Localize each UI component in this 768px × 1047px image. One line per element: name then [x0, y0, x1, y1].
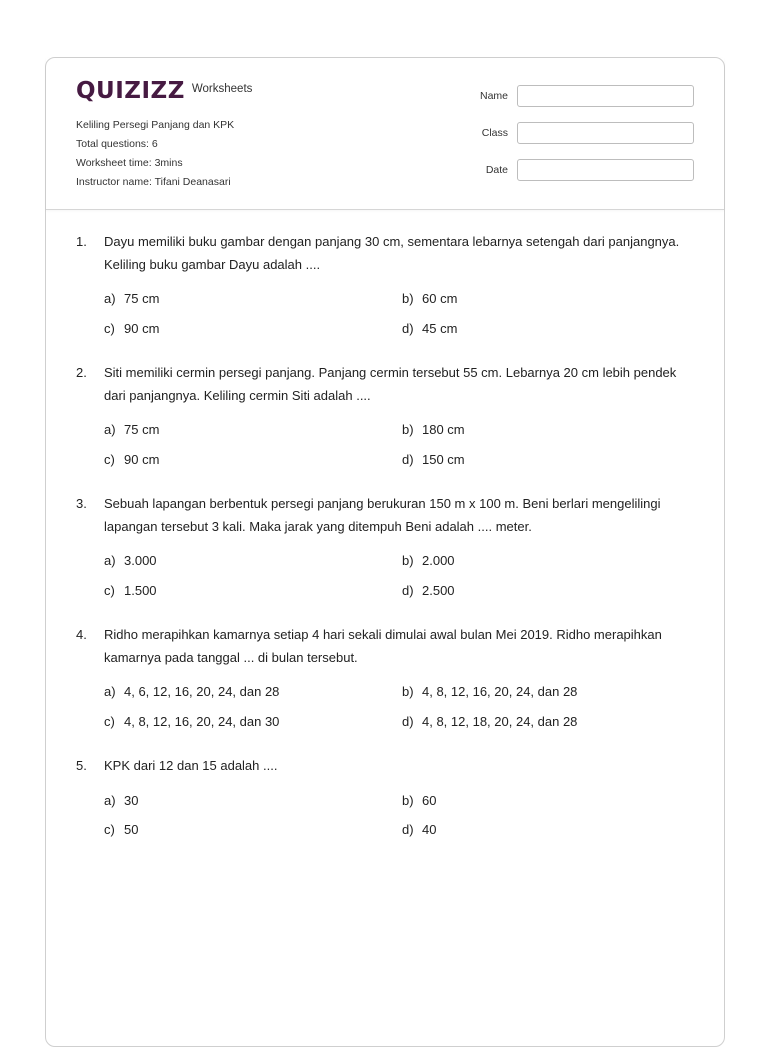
option-letter: d)	[402, 582, 414, 598]
logo-subtitle: Worksheets	[191, 83, 253, 95]
option-letter: d)	[402, 713, 414, 729]
option-letter: c)	[104, 713, 115, 729]
option-letter: b)	[402, 422, 414, 437]
option-text: 60 cm	[422, 291, 458, 306]
option-a	[104, 288, 402, 310]
option-b	[402, 419, 702, 441]
option-text: 3.000	[124, 553, 157, 568]
option-text: 90 cm	[124, 451, 160, 467]
option-letter: b)	[402, 291, 414, 306]
option-text: 30	[124, 792, 139, 808]
option-text: 50	[124, 822, 139, 837]
option-text: 90 cm	[124, 320, 160, 336]
option-letter: d)	[402, 451, 414, 467]
class-label: Class	[481, 127, 508, 139]
question-text: Siti memiliki cermin persegi panjang. Panjang cermin tersebut 55 cm. Lebarnya 20 cm lebih pendek dari panjangnya. Keliling cermin Siti adalah ....	[104, 365, 677, 403]
class-field[interactable]	[517, 122, 694, 144]
option-text: 40	[422, 822, 437, 837]
option-text: 75 cm	[124, 422, 160, 437]
option-text: 180 cm	[422, 422, 465, 437]
option-letter: c)	[104, 451, 115, 467]
option-c	[104, 819, 402, 841]
option-letter: a)	[104, 553, 116, 568]
option-letter: a)	[104, 792, 116, 808]
option-c	[104, 449, 402, 471]
option-d	[402, 580, 702, 602]
quizizz-logo	[76, 78, 252, 104]
answer-options	[104, 419, 701, 470]
option-b	[402, 288, 702, 310]
worksheet-page	[45, 57, 725, 1047]
option-letter: b)	[402, 792, 414, 808]
option-a	[104, 681, 402, 703]
option-text: 4, 8, 12, 18, 20, 24, dan 28	[422, 713, 578, 729]
option-text: 4, 8, 12, 16, 20, 24, dan 30	[124, 713, 280, 729]
date-field[interactable]	[517, 159, 694, 181]
worksheet-title: Keliling Persegi Panjang dan KPK	[76, 119, 235, 131]
option-letter: a)	[104, 684, 116, 699]
question-text: Dayu memiliki buku gambar dengan panjang 30 cm, sementara lebarnya setengah dari panjangnya. Keliling buku gambar Dayu adalah ....	[104, 234, 680, 272]
question-text: Sebuah lapangan berbentuk persegi panjang berukuran 150 m x 100 m. Beni berlari mengelilingi lapangan tersebut 3 kali. Maka jarak yang ditempuh Beni adalah .... meter.	[104, 496, 661, 534]
option-b	[402, 790, 702, 812]
option-letter: d)	[402, 822, 414, 837]
student-fields	[480, 85, 694, 196]
question-number: 2.	[76, 365, 87, 380]
date-field-row	[480, 159, 694, 181]
answer-options	[104, 790, 701, 841]
logo-wordmark: QUIZIZZ	[76, 78, 185, 104]
name-field-row	[480, 85, 694, 107]
option-letter: b)	[402, 553, 414, 568]
option-text: 60	[422, 792, 437, 808]
option-d	[402, 819, 702, 841]
option-letter: b)	[402, 684, 414, 699]
question-text: Ridho merapihkan kamarnya setiap 4 hari sekali dimulai awal bulan Mei 2019. Ridho merapihkan kamarnya pada tanggal ... di bulan tersebut.	[104, 627, 662, 665]
instructor-name: Instructor name: Tifani Deanasari	[76, 176, 231, 188]
name-label: Name	[479, 90, 508, 102]
worksheet-time: Worksheet time: 3mins	[76, 157, 183, 169]
option-d	[402, 449, 702, 471]
option-b	[402, 550, 702, 572]
answer-options	[104, 681, 701, 732]
question-number: 5.	[76, 758, 87, 773]
date-label: Date	[485, 164, 508, 176]
answer-options	[104, 288, 701, 339]
option-text: 150 cm	[422, 451, 465, 467]
question-1	[76, 231, 701, 339]
total-questions: Total questions: 6	[76, 138, 158, 150]
worksheet-meta	[76, 116, 234, 192]
question-text: KPK dari 12 dan 15 adalah ....	[104, 758, 278, 773]
option-letter: c)	[104, 822, 115, 837]
option-a	[104, 550, 402, 572]
option-d	[402, 318, 702, 340]
worksheet-header	[46, 58, 724, 210]
option-text: 2.000	[422, 553, 455, 568]
question-3	[76, 493, 701, 601]
question-5	[76, 755, 701, 841]
question-list	[76, 231, 701, 864]
option-text: 4, 6, 12, 16, 20, 24, dan 28	[124, 684, 280, 699]
option-letter: a)	[104, 422, 116, 437]
option-c	[104, 318, 402, 340]
question-number: 3.	[76, 496, 87, 511]
option-text: 1.500	[124, 582, 157, 598]
option-text: 45 cm	[422, 320, 458, 336]
option-a	[104, 419, 402, 441]
class-field-row	[480, 122, 694, 144]
option-letter: c)	[104, 320, 115, 336]
answer-options	[104, 550, 701, 601]
question-number: 1.	[76, 234, 87, 249]
option-a	[104, 790, 402, 812]
option-text: 75 cm	[124, 291, 160, 306]
option-letter: a)	[104, 291, 116, 306]
option-d	[402, 711, 702, 733]
question-4	[76, 624, 701, 732]
question-2	[76, 362, 701, 470]
option-c	[104, 711, 402, 733]
option-text: 4, 8, 12, 16, 20, 24, dan 28	[422, 684, 578, 699]
question-number: 4.	[76, 627, 87, 642]
option-c	[104, 580, 402, 602]
option-text: 2.500	[422, 582, 455, 598]
name-field[interactable]	[517, 85, 694, 107]
option-b	[402, 681, 702, 703]
option-letter: d)	[402, 320, 414, 336]
option-letter: c)	[104, 582, 115, 598]
